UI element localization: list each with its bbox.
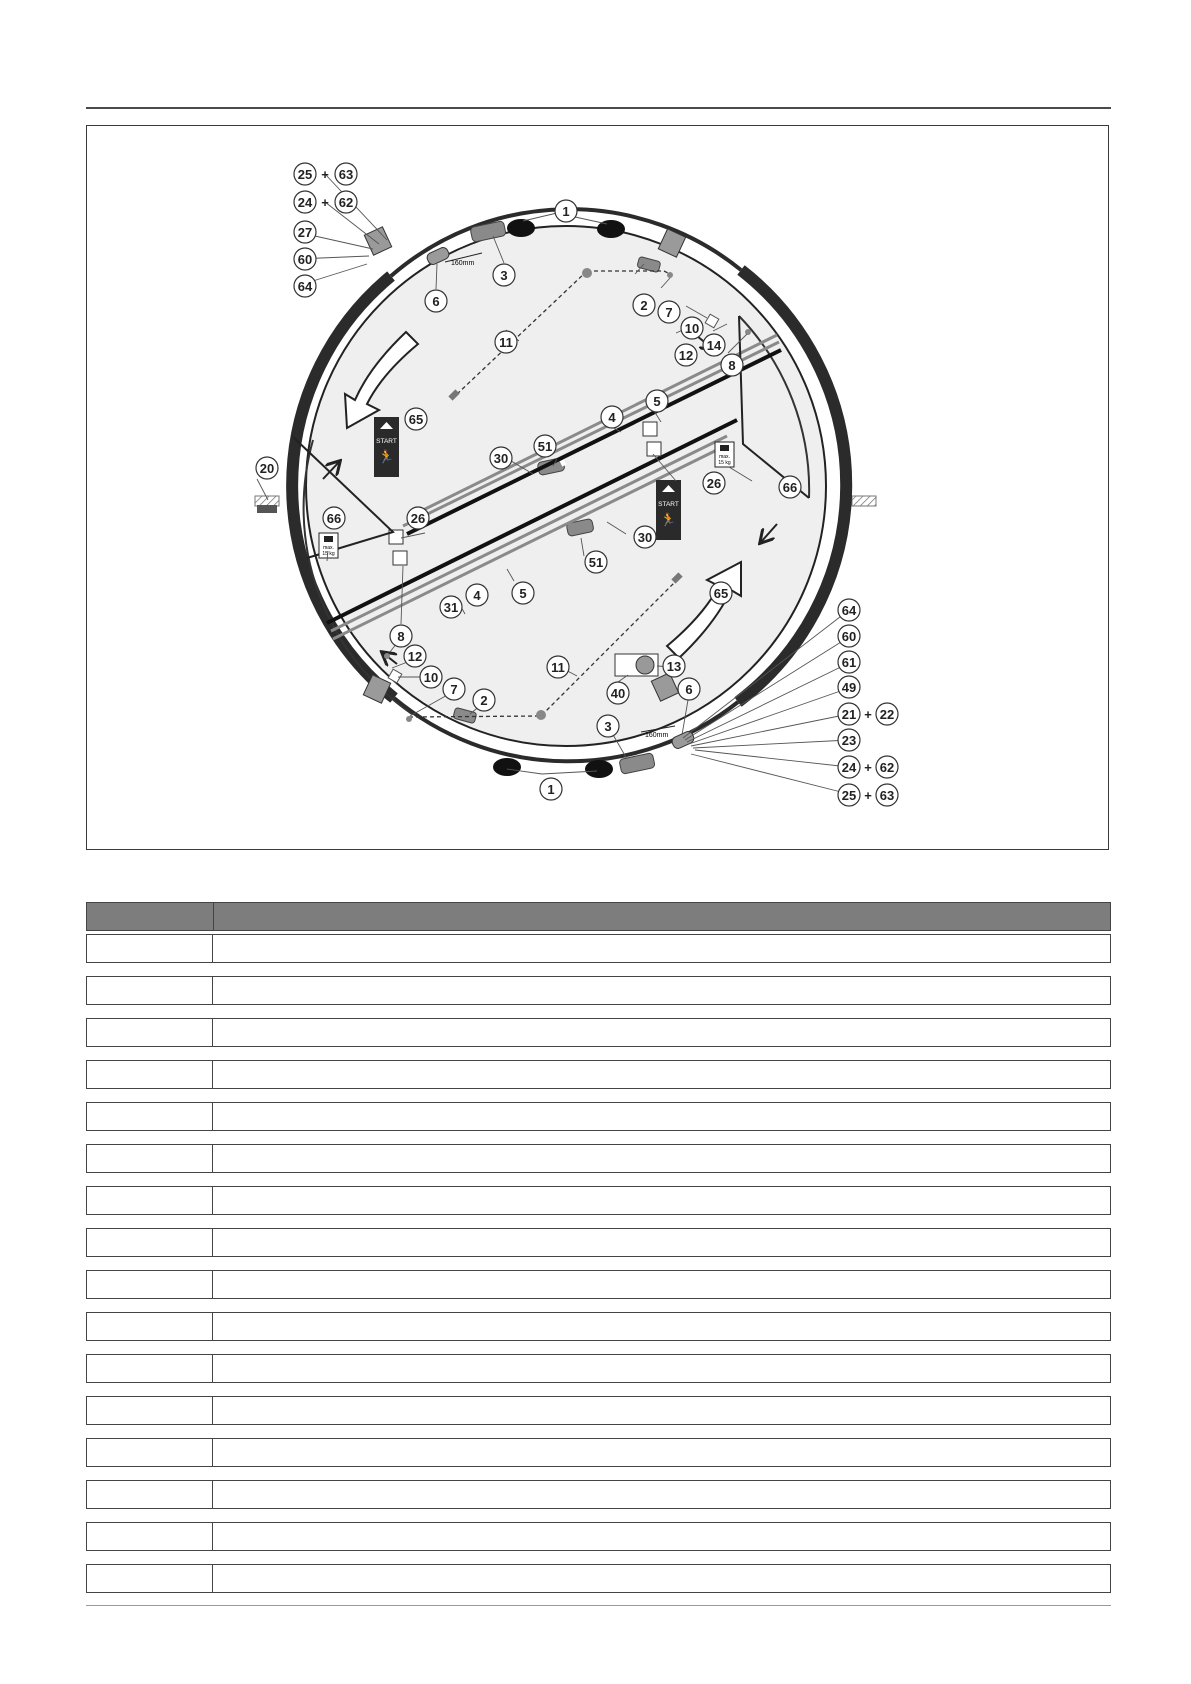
floor-plan-figure: [86, 125, 1109, 850]
callout-2: 2: [640, 298, 648, 313]
legend-value: [213, 977, 1110, 1004]
legend-row: [86, 1102, 1111, 1131]
start-sign-right: [656, 480, 681, 540]
legend-value: [213, 1103, 1110, 1130]
cable-node-top: [582, 268, 592, 278]
callout-64: 64: [841, 603, 857, 618]
callout-4: 4: [608, 410, 616, 425]
legend-value: [213, 1229, 1110, 1256]
wall-anchor-left: [257, 505, 277, 513]
callout-2: 2: [480, 693, 488, 708]
plus-sign: +: [864, 707, 872, 722]
weight-sign-left: [319, 533, 338, 558]
legend-value: [213, 1061, 1110, 1088]
callout-51: 51: [588, 555, 604, 570]
legend-value: [213, 1313, 1110, 1340]
callout-8: 8: [728, 358, 736, 373]
legend-table-header: [86, 902, 1111, 931]
plus-sign: +: [864, 788, 872, 803]
wall-stub-right: [852, 496, 876, 506]
running-person-icon: 🏃: [378, 449, 395, 464]
legend-header-value: [214, 903, 1110, 930]
revolving-door-plan: [87, 126, 1110, 851]
part-13-knob: [636, 656, 654, 674]
callout-12: 12: [407, 649, 423, 664]
callout-11: 11: [499, 335, 513, 350]
callout-23: 23: [841, 733, 857, 748]
callout-22: 22: [879, 707, 895, 722]
legend-row: [86, 1228, 1111, 1257]
plus-sign: +: [864, 760, 872, 775]
callout-65: 65: [408, 412, 424, 427]
callout-64: 64: [297, 279, 313, 294]
weight-sign-right: [715, 442, 734, 467]
legend-row: [86, 1564, 1111, 1593]
plus-sign: +: [321, 195, 329, 210]
weight-sign-left-l1: max.: [323, 545, 334, 551]
legend-value: [213, 1397, 1110, 1424]
legend-value: [213, 1481, 1110, 1508]
weight-icon: [720, 445, 729, 451]
weight-sign-left-l2: 15 kg: [322, 551, 335, 557]
legend-key: [87, 1397, 213, 1424]
part-8-bottom: [384, 653, 390, 659]
callout-24: 24: [297, 195, 313, 210]
callout-66: 66: [782, 480, 798, 495]
legend-key: [87, 1019, 213, 1046]
callout-6: 6: [685, 682, 693, 697]
callout-5: 5: [519, 586, 527, 601]
legend-row: [86, 1144, 1111, 1173]
legend-row: [86, 1480, 1111, 1509]
floor-sensor-top-a: [507, 219, 535, 237]
cable-node-bottom: [536, 710, 546, 720]
wing-end-left-b: [393, 551, 407, 565]
callout-5: 5: [653, 394, 661, 409]
callout-10: 10: [423, 670, 439, 685]
legend-key: [87, 1355, 213, 1382]
callout-63: 63: [879, 788, 895, 803]
callout-27: 27: [297, 225, 313, 240]
callout-61: 61: [841, 655, 857, 670]
start-sign-left: [374, 417, 399, 477]
part-7-top: [667, 272, 673, 278]
header-rule: [86, 107, 1111, 109]
callout-26: 26: [410, 511, 426, 526]
callout-25: 25: [297, 167, 313, 182]
floor-sensor-bottom-b: [585, 760, 613, 778]
callout-30: 30: [637, 530, 653, 545]
legend-key: [87, 1481, 213, 1508]
legend-header-key: [87, 903, 214, 930]
callout-13: 13: [666, 659, 682, 674]
start-sign-left-text: START: [376, 438, 397, 445]
callout-11: 11: [551, 660, 565, 675]
legend-row: [86, 934, 1111, 963]
legend-key: [87, 1229, 213, 1256]
legend-key: [87, 977, 213, 1004]
callout-62: 62: [879, 760, 895, 775]
footer-rule: [86, 1605, 1111, 1606]
wing-gap: [561, 462, 565, 464]
callout-51: 51: [537, 439, 553, 454]
legend-key: [87, 1271, 213, 1298]
part-7-bottom: [406, 716, 412, 722]
dimension-label-top: 160mm: [451, 260, 475, 267]
callout-14: 14: [706, 338, 722, 353]
legend-key: [87, 1313, 213, 1340]
legend-key: [87, 1523, 213, 1550]
legend-row: [86, 1396, 1111, 1425]
callout-6: 6: [432, 294, 440, 309]
legend-key: [87, 935, 213, 962]
legend-row: [86, 1312, 1111, 1341]
start-sign-right-text: START: [658, 501, 679, 508]
callout-49: 49: [841, 680, 857, 695]
legend-value: [213, 1355, 1110, 1382]
legend-row: [86, 1270, 1111, 1299]
legend-key: [87, 1187, 213, 1214]
legend-key: [87, 1439, 213, 1466]
wing-end-right-a: [643, 422, 657, 436]
legend-table: [86, 902, 1111, 1593]
dimension-label-bottom: 160mm: [645, 732, 669, 739]
callout-21: 21: [841, 707, 857, 722]
callout-60: 60: [841, 629, 857, 644]
callout-30: 30: [493, 451, 509, 466]
callout-7: 7: [665, 305, 673, 320]
legend-row: [86, 1186, 1111, 1215]
part-8-top: [745, 329, 751, 335]
callout-60: 60: [297, 252, 313, 267]
legend-key: [87, 1061, 213, 1088]
legend-key: [87, 1103, 213, 1130]
legend-row: [86, 976, 1111, 1005]
legend-value: [213, 1439, 1110, 1466]
callout-25: 25: [841, 788, 857, 803]
callout-4: 4: [473, 588, 481, 603]
wing-end-right-b: [647, 442, 661, 456]
plus-sign: +: [321, 167, 329, 182]
callout-12: 12: [678, 348, 694, 363]
callout-1: 1: [547, 782, 555, 797]
callout-62: 62: [338, 195, 354, 210]
callout-24: 24: [841, 760, 857, 775]
weight-sign-right-l2: 15 kg: [718, 460, 731, 466]
legend-value: [213, 1565, 1110, 1592]
legend-value: [213, 1145, 1110, 1172]
callout-26: 26: [706, 476, 722, 491]
callout-7: 7: [450, 682, 458, 697]
weight-sign-right-l1: max.: [719, 454, 730, 460]
running-person-icon: 🏃: [660, 512, 677, 527]
callout-31: 31: [443, 600, 459, 615]
callout-40: 40: [610, 686, 626, 701]
callout-65: 65: [713, 586, 729, 601]
legend-value: [213, 1187, 1110, 1214]
legend-row: [86, 1438, 1111, 1467]
callout-8: 8: [397, 629, 405, 644]
legend-value: [213, 1271, 1110, 1298]
legend-row: [86, 1522, 1111, 1551]
callout-3: 3: [604, 719, 612, 734]
legend-row: [86, 1354, 1111, 1383]
callout-20: 20: [259, 461, 275, 476]
callout-3: 3: [500, 268, 508, 283]
callout-1: 1: [562, 204, 570, 219]
legend-value: [213, 1523, 1110, 1550]
legend-row: [86, 1060, 1111, 1089]
callout-66: 66: [326, 511, 342, 526]
callout-10: 10: [684, 321, 700, 336]
legend-row: [86, 1018, 1111, 1047]
callout-63: 63: [338, 167, 354, 182]
legend-value: [213, 1019, 1110, 1046]
weight-icon: [324, 536, 333, 542]
legend-value: [213, 935, 1110, 962]
floor-sensor-bottom-a: [493, 758, 521, 776]
legend-key: [87, 1145, 213, 1172]
legend-key: [87, 1565, 213, 1592]
